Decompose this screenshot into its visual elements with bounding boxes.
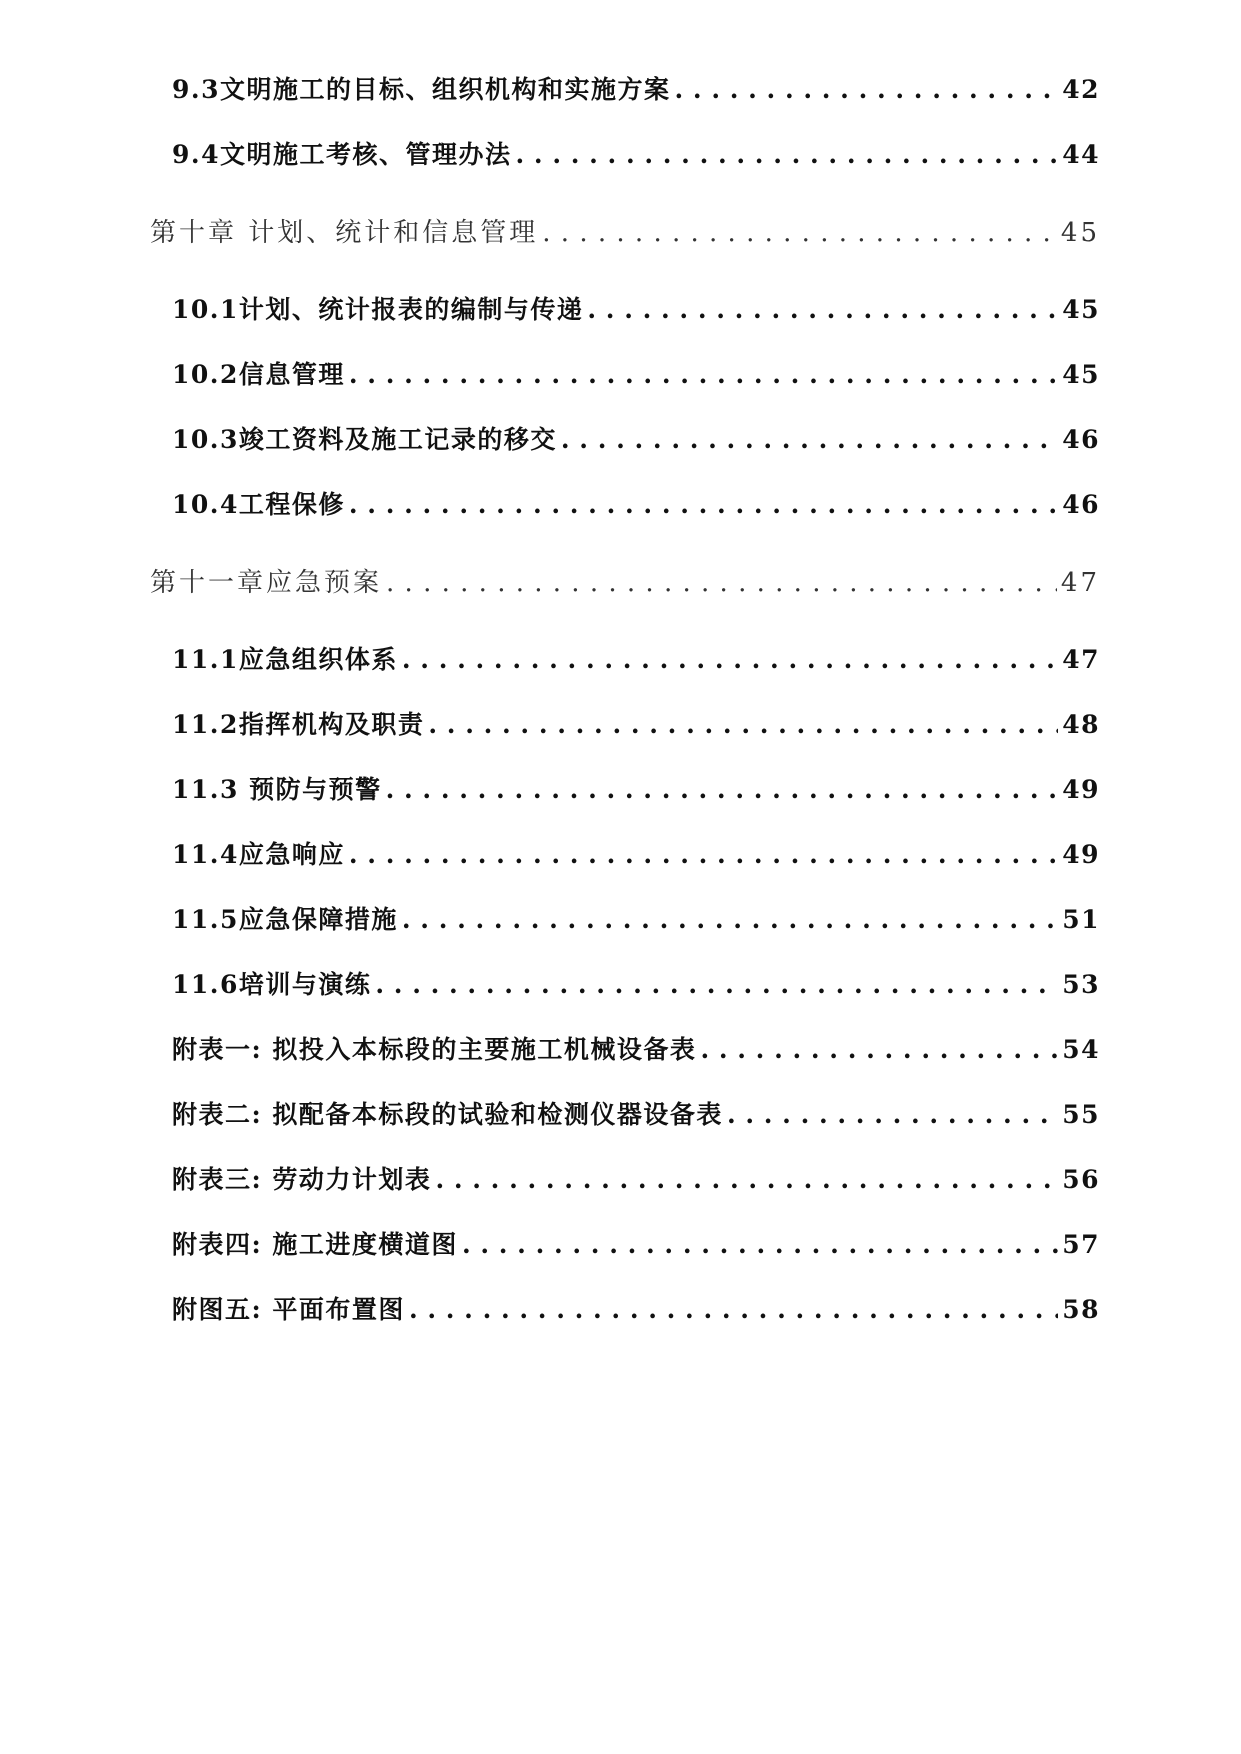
toc-entry-page: 42 — [1062, 75, 1100, 104]
toc-entry-page: 47 — [1060, 568, 1100, 598]
toc-entry-title: 10.4工程保修 — [172, 490, 345, 519]
toc-entry-title: 9.3文明施工的目标、组织机构和实施方案 — [172, 75, 671, 104]
toc-entry-title: 附表三: 劳动力计划表 — [172, 1165, 432, 1194]
dot-leader — [386, 563, 1057, 603]
dot-leader — [727, 1095, 1058, 1135]
dot-leader — [561, 420, 1058, 460]
dot-leader — [542, 213, 1057, 253]
toc-entry-10-2[interactable] — [172, 355, 1100, 395]
dot-leader — [462, 1225, 1058, 1265]
dot-leader — [375, 965, 1058, 1005]
dot-leader — [516, 135, 1059, 175]
toc-entry-11-5[interactable] — [172, 900, 1100, 940]
dot-leader — [402, 900, 1058, 940]
toc-entry-title: 附表四: 施工进度横道图 — [172, 1230, 458, 1259]
dot-leader — [386, 770, 1059, 810]
toc-entry-11-6[interactable] — [172, 965, 1100, 1005]
toc-entry-title: 附表一: 拟投入本标段的主要施工机械设备表 — [172, 1035, 697, 1064]
toc-entry-title: 11.4应急响应 — [172, 840, 345, 869]
toc-entry-chapter-10[interactable] — [150, 213, 1100, 253]
toc-entry-11-3[interactable] — [172, 770, 1100, 810]
toc-entry-9-4[interactable] — [172, 135, 1100, 175]
toc-entry-page: 45 — [1062, 360, 1100, 389]
toc-entry-page: 45 — [1060, 218, 1100, 248]
toc-entry-11-4[interactable] — [172, 835, 1100, 875]
toc-entry-title: 11.5应急保障措施 — [172, 905, 398, 934]
toc-entry-page: 45 — [1062, 295, 1100, 324]
toc-entry-10-3[interactable] — [172, 420, 1100, 460]
toc-entry-page: 55 — [1062, 1100, 1100, 1129]
toc-entry-page: 48 — [1062, 710, 1100, 739]
toc-entry-title: 10.2信息管理 — [172, 360, 345, 389]
toc-entry-title: 11.6培训与演练 — [172, 970, 372, 999]
toc-entry-title: 10.3竣工资料及施工记录的移交 — [172, 425, 557, 454]
toc-entry-11-1[interactable] — [172, 640, 1100, 680]
dot-leader — [587, 290, 1058, 330]
toc-entry-page: 51 — [1062, 905, 1100, 934]
toc-entry-appendix-4[interactable] — [172, 1225, 1100, 1265]
dot-leader — [428, 705, 1058, 745]
toc-entry-page: 56 — [1062, 1165, 1100, 1194]
toc-entry-9-3[interactable] — [172, 70, 1100, 110]
toc-entry-page: 49 — [1062, 840, 1100, 869]
toc-entry-10-4[interactable] — [172, 485, 1100, 525]
toc-entry-title: 第十章 计划、统计和信息管理 — [150, 218, 539, 248]
toc-entry-page: 53 — [1062, 970, 1100, 999]
dot-leader — [700, 1030, 1058, 1070]
toc-entry-page: 46 — [1062, 490, 1100, 519]
dot-leader — [349, 355, 1058, 395]
toc-entry-appendix-1[interactable] — [172, 1030, 1100, 1070]
toc-entry-appendix-3[interactable] — [172, 1160, 1100, 1200]
toc-entry-title: 附图五: 平面布置图 — [172, 1295, 405, 1324]
toc-entry-title: 附表二: 拟配备本标段的试验和检测仪器设备表 — [172, 1100, 723, 1129]
toc-entry-title: 11.3 预防与预警 — [172, 775, 382, 804]
toc-entry-title: 9.4文明施工考核、管理办法 — [172, 140, 512, 169]
toc-entry-11-2[interactable] — [172, 705, 1100, 745]
toc-entry-title: 第十一章应急预案 — [150, 568, 383, 598]
toc-entry-10-1[interactable] — [172, 290, 1100, 330]
toc-entry-page: 46 — [1062, 425, 1100, 454]
toc-entry-appendix-2[interactable] — [172, 1095, 1100, 1135]
toc-entry-chapter-11[interactable] — [150, 563, 1100, 603]
toc-entry-page: 49 — [1062, 775, 1100, 804]
dot-leader — [349, 835, 1058, 875]
dot-leader — [409, 1290, 1058, 1330]
dot-leader — [349, 485, 1058, 525]
dot-leader — [435, 1160, 1058, 1200]
toc-entry-title: 11.1应急组织体系 — [172, 645, 398, 674]
toc-entry-page: 58 — [1062, 1295, 1100, 1324]
toc-entry-appendix-5[interactable] — [172, 1290, 1100, 1330]
toc-entry-page: 54 — [1062, 1035, 1100, 1064]
toc-entry-title: 10.1计划、统计报表的编制与传递 — [172, 295, 584, 324]
toc-entry-page: 44 — [1062, 140, 1100, 169]
dot-leader — [402, 640, 1058, 680]
toc-entry-title: 11.2指挥机构及职责 — [172, 710, 425, 739]
toc-entry-page: 47 — [1062, 645, 1100, 674]
toc-entry-page: 57 — [1062, 1230, 1100, 1259]
dot-leader — [675, 70, 1059, 110]
